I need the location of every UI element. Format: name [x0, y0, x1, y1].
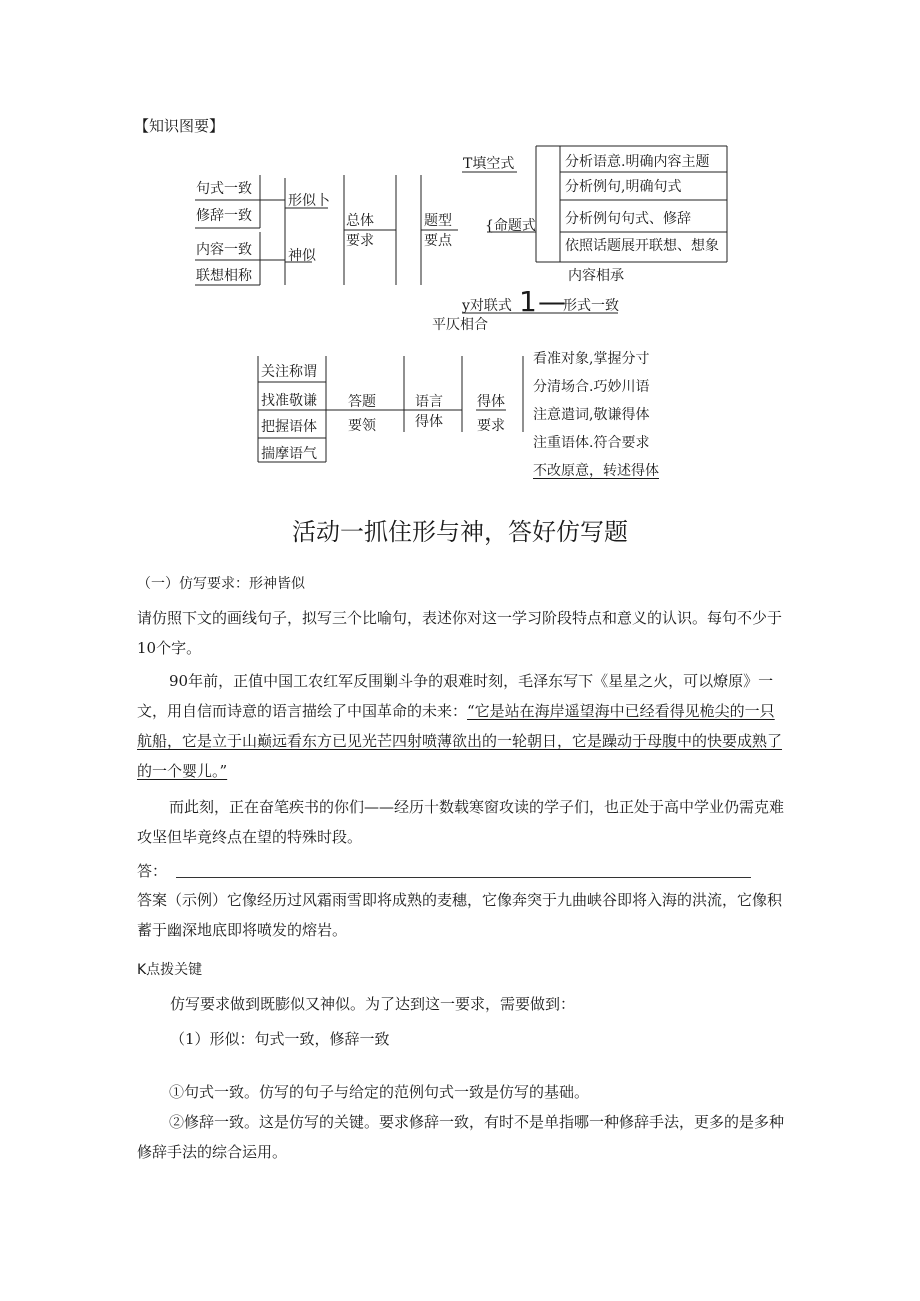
tixing-1: 题型	[424, 213, 452, 229]
dati-1: 答题	[348, 394, 376, 410]
left-item-rhetoric: 修辞一致	[196, 208, 252, 224]
zongti-2: 要求	[346, 233, 374, 249]
key-intro: 仿写要求做到既膨似又神似。为了达到这一要求，需要做到：	[170, 995, 576, 1013]
answer-example: 答案（示例）它像经历过风霜雨雪即将成熟的麦穗，它像奔突于九曲峡谷即将入海的洪流，它像积蓄于幽深地底即将喷发的熔岩。	[137, 891, 783, 939]
key-sub: （1）形似：句式一致，修辞一致	[170, 1030, 390, 1048]
d2-right-1: 看准对象,掌握分寸	[533, 351, 650, 367]
pingze-label: 平仄相合	[432, 317, 488, 333]
left-item-content: 内容一致	[196, 242, 252, 258]
passage-paragraph	[137, 666, 787, 786]
d2-left-1: 关注称谓	[261, 364, 317, 380]
passage-intro: 90年前，正值中国工农红军反围剿斗争的艰难时刻，毛泽东写下《星星之火，可以燎原》一文，用自信而诗意的语言描绘了中国革命的未来：	[137, 672, 774, 720]
big-dash: —	[538, 285, 566, 318]
underlined-quote: “它是站在海岸遥望海中已经看得见桅尖的一只航船，它是立于山巅远看东方已见光芒四射喷薄欲出的一轮朝日，它是躁动于母腹中的快要成熟了的一个婴儿。”	[137, 702, 783, 780]
duilian-label: y对联式	[462, 298, 512, 314]
tixing-2: 要点	[424, 233, 452, 249]
tiankong-label: T填空式	[463, 156, 515, 172]
xingshi-label: 形式一致	[563, 298, 619, 314]
deti-2: 要求	[477, 418, 505, 434]
instruction-paragraph: 请仿照下文的画线句子，拟写三个比喻句，表述你对这一学习阶段特点和意义的认识。每句不少于10个字。	[137, 609, 783, 657]
d2-right-2: 分清场合.巧妙川语	[533, 379, 650, 395]
answer-label: 答：	[137, 862, 168, 880]
passage-paragraph-2: 而此刻，正在奋笔疾书的你们——经历十数载寒窗攻读的学子们，也正处于高中学业仍需克难攻坚但毕竟终点在望的特殊时段。	[137, 798, 785, 846]
right-item-4: 依照话题展开联想、想象	[565, 238, 719, 254]
yuyan-1: 语言	[415, 394, 443, 410]
key-point-1: ①句式一致。仿写的句子与给定的范例句式一致是仿写的基础。	[169, 1083, 590, 1101]
group-xingsi: 形似卜	[288, 193, 330, 209]
section-label: 【知识图要】	[134, 117, 225, 135]
neirong-label: 内容相承	[568, 268, 624, 284]
mingti-label: {命题式	[485, 218, 536, 234]
big-one: 1	[519, 285, 537, 318]
left-item-sentence: 句式一致	[196, 181, 252, 197]
zongti-1: 总体	[346, 213, 374, 229]
key-point-2: ②修辞一致。这是仿写的关键。要求修辞一致，有时不是单指哪一种修辞手法，更多的是多种修辞手法的综合运用。	[137, 1113, 785, 1161]
deti-1: 得体	[477, 394, 505, 410]
section-heading: （一）仿写要求：形神皆似	[137, 576, 305, 592]
group-shensi: 神似	[288, 248, 316, 264]
right-item-3: 分析例句句式、修辞	[565, 211, 691, 227]
d2-right-5: 不改原意，转述得体	[533, 463, 659, 479]
right-item-2: 分析例句,明确句式	[565, 179, 682, 195]
deti-diagram-lines	[0, 0, 920, 480]
d2-left-2: 找准敬谦	[261, 393, 317, 409]
answer-line[interactable]	[176, 877, 751, 878]
yuyan-2: 得体	[415, 414, 443, 430]
page-title: 活动一抓住形与神，答好仿写题	[292, 518, 628, 546]
d2-left-4: 揣摩语气	[261, 446, 317, 462]
key-heading: K点拨关键	[137, 962, 203, 978]
left-item-association: 联想相称	[196, 268, 252, 284]
dati-2: 要领	[348, 418, 376, 434]
d2-right-3: 注意遣词,敬谦得体	[533, 407, 650, 423]
right-item-1: 分析语意.明确内容主题	[565, 154, 710, 170]
d2-right-4: 注重语体.符合要求	[533, 435, 650, 451]
d2-left-3: 把握语体	[261, 419, 317, 435]
